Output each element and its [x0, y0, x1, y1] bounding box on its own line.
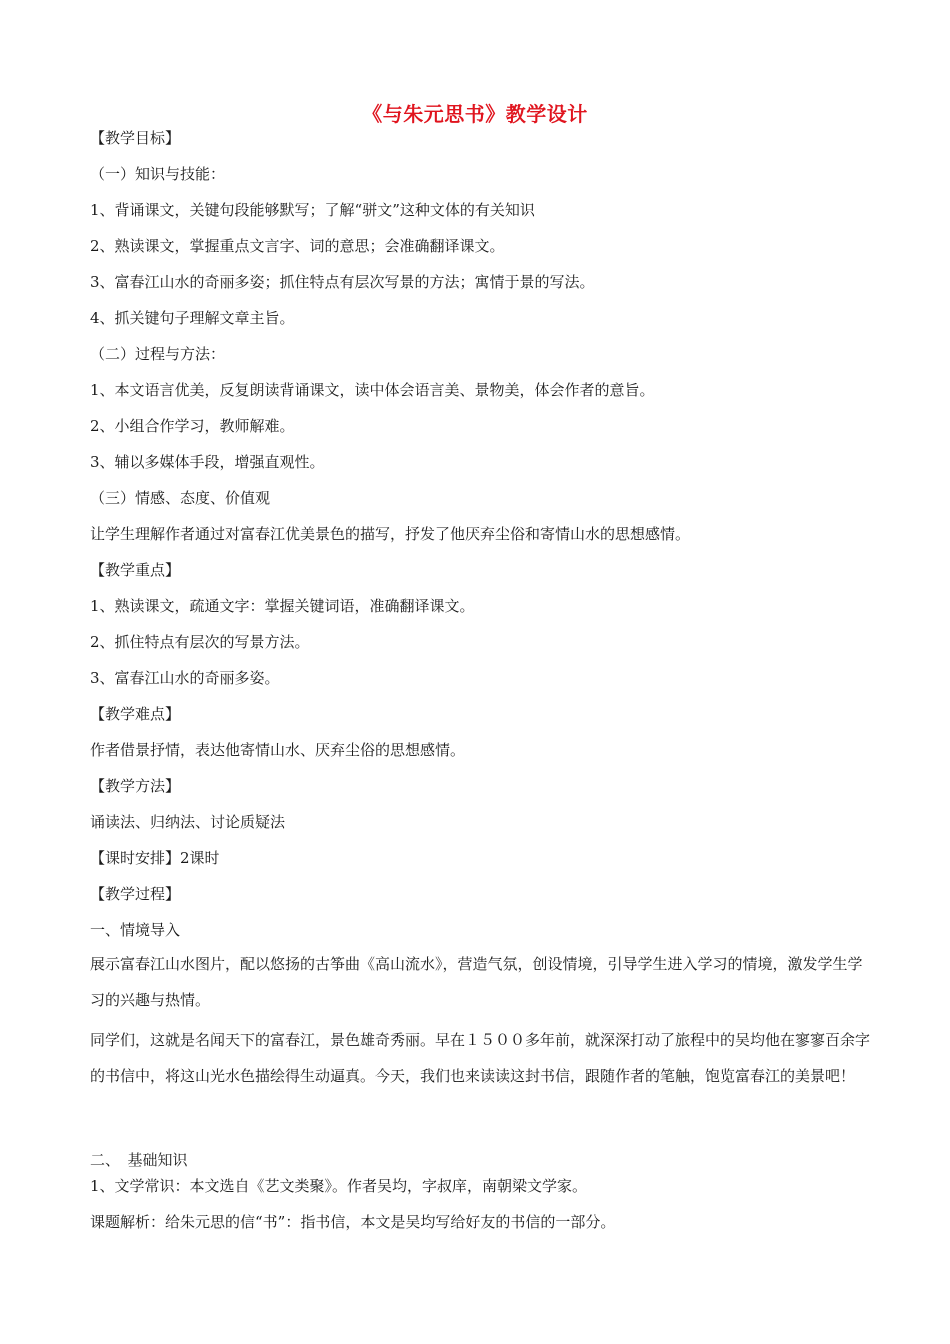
paragraph: 课题解析：给朱元思的信“书”：指书信，本文是吴均写给好友的书信的一部分。	[90, 1213, 616, 1231]
list-item: 1、熟读课文，疏通文字：掌握关键词语，准确翻译课文。	[90, 597, 475, 615]
list-item: 2、小组合作学习，教师解难。	[90, 417, 295, 435]
subsection-values: （三）情感、态度、价值观	[90, 489, 271, 507]
paragraph-narration: 同学们，这就是名闻天下的富春江，景色雄奇秀丽。早在１５００多年前，就深深打动了旅程中的吴均他在寥寥百余字的书信中，将这山光水色描绘得生动逼真。今天，我们也来读读这封书信，跟随作者的笔触，饱览富春江的美景吧！	[90, 1031, 871, 1085]
section-heading-methods: 【教学方法】	[90, 777, 181, 795]
section-heading-procedure: 【教学过程】	[90, 885, 181, 903]
list-item: 1、文学常识：本文选自《艺文类聚》。作者吴均，字叔庠，南朝梁文学家。	[90, 1177, 588, 1195]
subsection-process: （二）过程与方法：	[90, 345, 226, 363]
section-heading-schedule: 【课时安排】2课时	[90, 849, 220, 867]
subsection-knowledge: （一）知识与技能：	[90, 165, 226, 183]
paragraph-introduction: 展示富春江山水图片，配以悠扬的古筝曲《高山流水》，营造气氛，创设情境，引导学生进入学习的情境，激发学生学习的兴趣与热情。	[90, 955, 863, 1009]
section-heading-difficulties: 【教学难点】	[90, 705, 181, 723]
document-title: 《与朱元思书》教学设计	[362, 102, 588, 126]
paragraph: 诵读法、归纳法、讨论质疑法	[90, 813, 286, 831]
list-item: 4、抓关键句子理解文章主旨。	[90, 309, 295, 327]
list-item: 3、富春江山水的奇丽多姿；抓住特点有层次写景的方法；寓情于景的写法。	[90, 273, 595, 291]
list-item: 1、本文语言优美，反复朗读背诵课文，读中体会语言美、景物美，体会作者的意旨。	[90, 381, 655, 399]
section-heading-key-points: 【教学重点】	[90, 561, 181, 579]
list-item: 3、富春江山水的奇丽多姿。	[90, 669, 280, 687]
list-item: 2、抓住特点有层次的写景方法。	[90, 633, 310, 651]
list-item: 3、辅以多媒体手段，增强直观性。	[90, 453, 325, 471]
section-heading-objectives: 【教学目标】	[90, 129, 181, 147]
subsection-basics: 二、 基础知识	[90, 1151, 188, 1169]
subsection-introduction: 一、情境导入	[90, 921, 181, 939]
list-item: 2、熟读课文，掌握重点文言字、词的意思；会准确翻译课文。	[90, 237, 505, 255]
list-item: 1、背诵课文，关键句段能够默写；了解“骈文”这种文体的有关知识	[90, 201, 535, 219]
paragraph: 作者借景抒情，表达他寄情山水、厌弃尘俗的思想感情。	[90, 741, 466, 759]
paragraph: 让学生理解作者通过对富春江优美景色的描写，抒发了他厌弃尘俗和寄情山水的思想感情。	[90, 525, 691, 543]
